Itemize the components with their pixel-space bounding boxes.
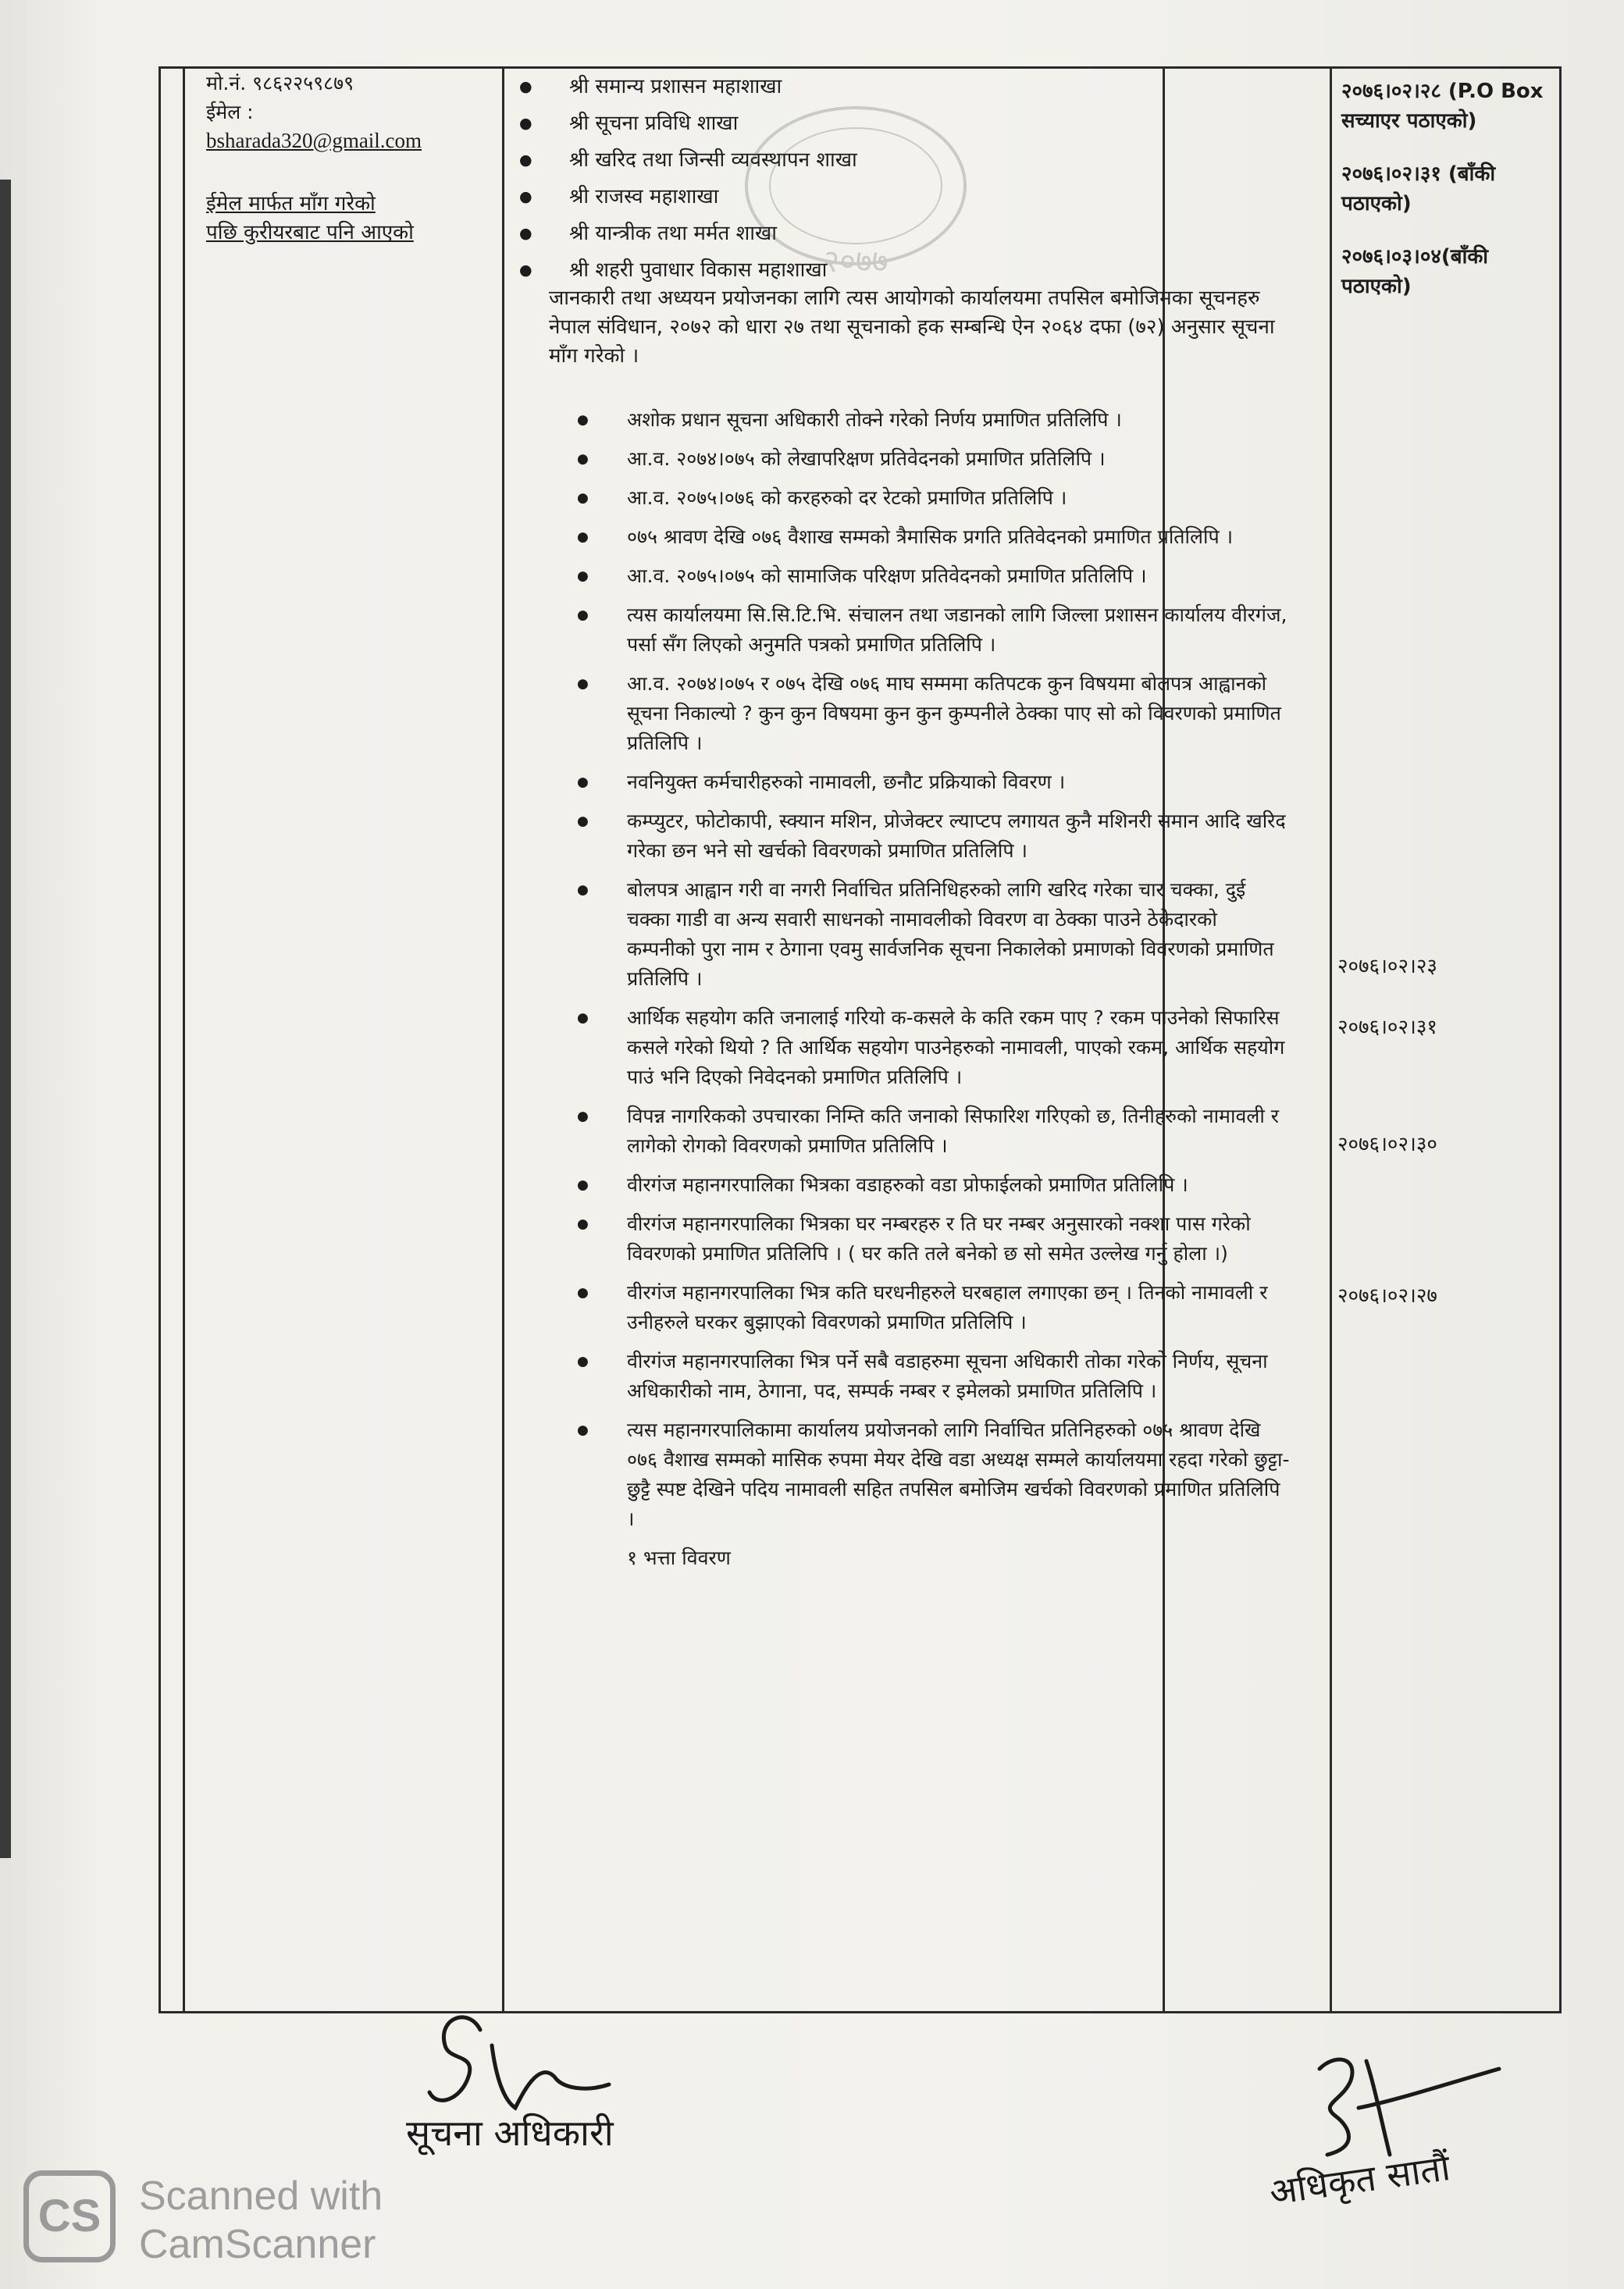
request-date: २०७६।०२।२७ <box>1337 1284 1437 1308</box>
scanner-watermark <box>139 2172 383 2269</box>
request-item: ● ०७५ श्रावण देखि ०७६ वैशाख सम्मको त्रैमासिक प्रगति प्रतिवेदनको प्रमाणित प्रतिलिपि । <box>510 522 1306 552</box>
request-item: ● आ.व. २०७५।०७६ को करहरुको दर रेटको प्रमाणित प्रतिलिपि । <box>510 483 1306 513</box>
column-divider <box>183 69 185 2011</box>
scan-edge-shadow <box>0 180 11 1858</box>
dispatch-notes-column <box>1341 77 1552 325</box>
request-item: ● वीरगंज महानगरपालिका भित्र कति घरधनीहरुले घरबहाल लगाएका छन् । तिनको नामावली र उनीहरुले घरकर बुझाएको विवरणको प्रमाणित प्रतिलिपि । <box>510 1278 1306 1337</box>
request-item: ● आ.व. २०७४।०७५ को लेखापरिक्षण प्रतिवेदनको प्रमाणित प्रतिलिपि । <box>510 444 1306 474</box>
request-list <box>510 405 1306 1534</box>
request-item: ● बोलपत्र आह्वान गरी वा नगरी निर्वाचित प्रतिनिधिहरुको लागि खरिद गरेका चार चक्का, दुई चक्का गाडी वा अन्य सवारी साधनको नामावलीको विवरण वा ठेक्का पाउने ठेकेदारको कम्पनीको पुरा नाम र ठेगाना एवमु सार्वजनिक सूचना निकालेको प्रमाणको विवरणको प्रमाणित प्रतिलिपि । <box>510 875 1306 994</box>
mobile-number: मो.नं. ९८६२२५९८७९ <box>206 72 354 94</box>
dispatch-note: २०७६।०२।३१ (बाँकी पठाएको) <box>1341 162 1496 215</box>
request-item: ● आर्थिक सहयोग कति जनालाई गरियो क-कसले के कति रकम पाए ? रकम पाउनेको सिफारिस कसले गरेको थियो ? ति आर्थिक सहयोग पाउनेहरुको नामावली, पाएको रकम, आर्थिक सहयोग पाउं भनि दिएको निवेदनको प्रमाणित प्रतिलिपि । <box>510 1003 1306 1092</box>
request-item: ● विपन्न नागरिकको उपचारका निम्ति कति जनाको सिफारिश गरिएको छ, तिनीहरुको नामावली र लागेको रोगको विवरणको प्रमाणित प्रतिलिपि । <box>510 1102 1306 1161</box>
dispatch-note: २०७६।०३।०४(बाँकी पठाएको) <box>1341 245 1489 298</box>
column-divider <box>1330 69 1332 2011</box>
request-item: ● अशोक प्रधान सूचना अधिकारी तोक्ने गरेको निर्णय प्रमाणित प्रतिलिपि । <box>510 405 1306 435</box>
office-stamp <box>739 96 973 276</box>
request-item: ● आ.व. २०७५।०७५ को सामाजिक परिक्षण प्रतिवेदनको प्रमाणित प्रतिलिपि । <box>510 561 1306 591</box>
request-item: ● त्यस महानगरपालिकामा कार्यालय प्रयोजनको लागि निर्वाचित प्रतिनिहरुको ०७५ श्रावण देखि ०७६ वैशाख सम्मको मासिक रुपमा मेयर देखि वडा अध्यक्ष सम्मले कार्यालयमा रहदा गरेको छुट्टा-छुट्टै स्पष्ट देखिने पदिय नामावली सहित तपसिल बमोजिम खर्चको विवरणको प्रमाणित प्रतिलिपि । <box>510 1415 1306 1534</box>
request-item: ● वीरगंज महानगरपालिका भित्र पर्ने सबै वडाहरुमा सूचना अधिकारी तोका गरेको निर्णय, सूचना अधिकारीको नाम, ठेगाना, पद, सम्पर्क नम्बर र इमेलको प्रमाणित प्रतिलिपि । <box>510 1347 1306 1406</box>
request-item: ● त्यस कार्यालयमा सि.सि.टि.भि. संचालन तथा जडानको लागि जिल्ला प्रशासन कार्यालय वीरगंज, पर्सा सँग लिएको अनुमति पत्रको प्रमाणित प्रतिलिपि । <box>510 600 1306 660</box>
column-divider <box>502 69 504 2011</box>
email-label: ईमेल : <box>206 101 254 123</box>
request-item: ● नवनियुक्त कर्मचारीहरुको नामावली, छनौट प्रक्रियाको विवरण । <box>510 767 1306 797</box>
office-item: ● श्री खरिद तथा जिन्सी व्यवस्थापन शाखा <box>510 142 1306 179</box>
dispatch-note: २०७६।०२।२८ (P.O Box सच्याएर पठाएको) <box>1341 80 1544 133</box>
watermark-line-1: Scanned with <box>139 2173 383 2219</box>
request-date: २०७६।०२।३१ <box>1337 1016 1437 1039</box>
office-item: ● श्री शहरी पुवाधार विकास महाशाखा <box>510 252 1306 289</box>
request-date: २०७६।०२।२३ <box>1337 955 1437 978</box>
information-officer-label: सूचना अधिकारी <box>406 2112 614 2154</box>
request-date: २०७६।०२।३० <box>1337 1133 1437 1156</box>
request-mode-note-2: पछि कुरीयरबाट पनि आएको <box>206 221 414 244</box>
request-item: ● वीरगंज महानगरपालिका भित्रका वडाहरुको वडा प्रोफाईलको प्रमाणित प्रतिलिपि । <box>510 1170 1306 1200</box>
office-item: ● श्री समान्य प्रशासन महाशाखा <box>510 69 1306 105</box>
email-address: bsharada320@gmail.com <box>206 129 422 152</box>
request-details-column <box>510 69 1306 1572</box>
stamp-year: २०७७ <box>823 244 889 276</box>
camscanner-logo: CS <box>23 2170 116 2262</box>
records-table <box>158 66 1562 2013</box>
officer-signature <box>1265 2038 1515 2213</box>
office-item: ● श्री सूचना प्रविधि शाखा <box>510 105 1306 142</box>
office-item: ● श्री राजस्व महाशाखा <box>510 179 1306 215</box>
intro-paragraph: जानकारी तथा अध्ययन प्रयोजनका लागि त्यस आयोगको कार्यालयमा तपसिल बमोजिमका सूचनहरु नेपाल संविधान, २०७२ को धारा २७ तथा सूचनाको हक सम्बन्धि ऐन २०६४ दफा (७२) अनुसार सूचना माँग गरेको । <box>549 287 1275 368</box>
applicant-column <box>206 69 495 247</box>
request-item: ● कम्प्युटर, फोटोकापी, स्क्यान मशिन, प्रोजेक्टर ल्याप्टप लगायत कुनै मशिनरी समान आदि खरिद गरेका छन भने सो खर्चको विवरणको प्रमाणित प्रतिलिपि । <box>510 806 1306 866</box>
information-officer-signature <box>406 1999 640 2154</box>
signature-mark <box>406 1999 640 2116</box>
watermark-line-2: CamScanner <box>139 2222 376 2267</box>
officer-label: अधिकृत सातौं <box>1266 2146 1453 2213</box>
request-item: ● वीरगंज महानगरपालिका भित्रका घर नम्बरहरु र ति घर नम्बर अनुसारको नक्शा पास गरेको विवरणको प्रमाणित प्रतिलिपि । ( घर कति तले बनेको छ सो समेत उल्लेख गर्नु होला ।) <box>510 1209 1306 1269</box>
request-mode-note: ईमेल मार्फत माँग गरेको <box>206 192 376 215</box>
request-item: ● आ.व. २०७४।०७५ र ०७५ देखि ०७६ माघ सम्ममा कतिपटक कुन विषयमा बोलपत्र आह्वानको सूचना निकाल्यो ? कुन कुन विषयमा कुन कुन कुम्पनीले ठेक्का पाए सो को विवरणको प्रमाणित प्रतिलिपि । <box>510 669 1306 758</box>
allowance-subitem: १ भत्ता विवरण <box>627 1547 731 1569</box>
office-item: ● श्री यान्त्रीक तथा मर्मत शाखा <box>510 215 1306 252</box>
